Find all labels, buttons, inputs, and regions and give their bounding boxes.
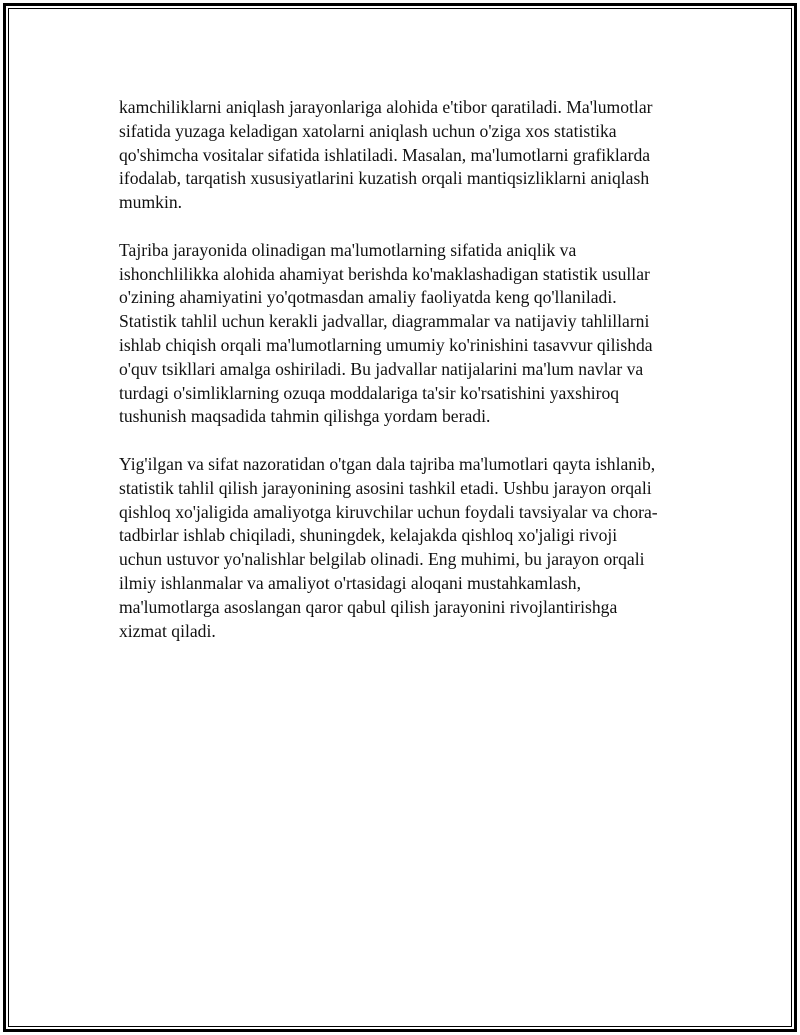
document-body xyxy=(119,96,699,667)
paragraph-1: kamchiliklarni aniqlash jarayonlariga alohida e'tibor qaratiladi. Ma'lumotlar sifatida yuzaga keladigan xatolarni aniqlash uchun o'ziga xos statistika qo'shimcha vositalar sifatida ishlatiladi. Masalan, ma'lumotlarni grafiklarda ifodalab, tarqatish xususiyatlarini kuzatish orqali mantiqsizliklarni aniqlash mumkin. xyxy=(119,97,653,213)
page-frame xyxy=(3,3,797,1032)
paragraph-2: Tajriba jarayonida olinadigan ma'lumotlarning sifatida aniqlik va ishonchlilikka alohida ahamiyat berishda ko'maklashadigan statistik usullar o'zining ahamiyatini yo'qotmasdan amaliy faoliyatda keng qo'llaniladi. Statistik tahlil uchun kerakli jadvallar, diagrammalar va natijaviy tahlillarni ishlab chiqish orqali ma'lumotlarning umumiy ko'rinishini tasavvur qilishda o'quv tsikllari amalga oshiriladi. Bu jadvallar natijalarini ma'lum navlar va turdagi o'simliklarning ozuqa moddalariga ta'sir ko'rsatishini yaxshiroq tushunish maqsadida tahmin qilishga yordam beradi. xyxy=(119,239,653,427)
paragraph-3: Yig'ilgan va sifat nazoratidan o'tgan dala tajriba ma'lumotlari qayta ishlanib, statistik tahlil qilish jarayonining asosini tashkil etadi. Ushbu jarayon orqali qishloq xo'jaligida amaliyotga kiruvchilar uchun foydali tavsiyalar va chora- tadbirlar ishlab chiqiladi, shuningdek, kelajakda qishloq xo'jaligi rivoji uchun ustuvor yo'nalishlar belgilab olinadi. Eng muhimi, bu jarayon orqali ilmiy ishlanmalar va amaliyot o'rtasidagi aloqani mustahkamlash, ma'lumotlarga asoslangan qaror qabul qilish jarayonini rivojlantirishga xizmat qiladi. xyxy=(119,453,658,641)
